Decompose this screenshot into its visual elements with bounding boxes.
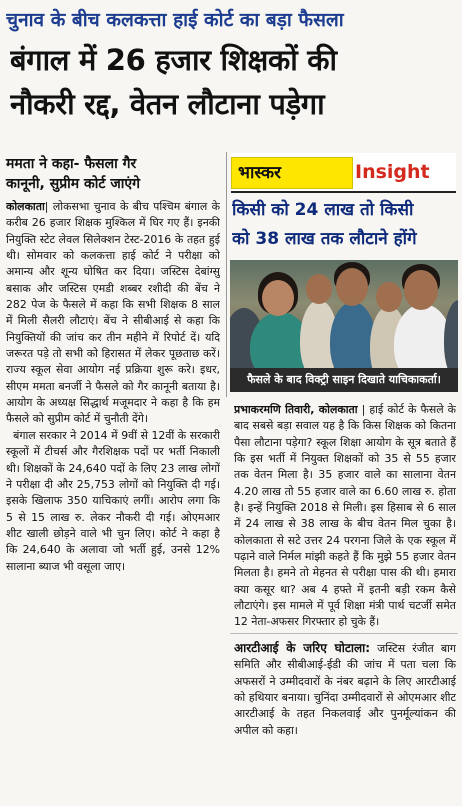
news-photo bbox=[230, 260, 458, 368]
photo-caption: फैसले के बाद विक्ट्री साइन दिखाते याचिकाकर्ता। bbox=[230, 368, 458, 392]
section-divider bbox=[230, 633, 458, 634]
kicker: चुनाव के बीच कलकत्ता हाई कोर्ट का बड़ा फैसला bbox=[6, 9, 344, 31]
headline-line-1: बंगाल में 26 हजार शिक्षकों की bbox=[10, 43, 337, 77]
photo-figure bbox=[376, 282, 402, 312]
left-para-1 bbox=[6, 199, 220, 428]
subhead bbox=[6, 154, 220, 194]
subhead-line-2: कानूनी, सुप्रीम कोर्ट जाएंगे bbox=[6, 176, 140, 192]
photo-figure bbox=[404, 270, 438, 310]
left-para-2-text: बंगाल सरकार ने 2014 में 9वीं से 12वीं के सरकारी स्कूलों में टीचर्स और गैरशिक्षक पदों पर भर्ती निकाली थी। शिक्षकों के 24,640 पदों के लिए 23 लाख लोगों ने परीक्षा दी और 25,753 लोगों को नियुक्ति दी गई। इसके खिलाफ 350 याचिकाएं लगीं। आरोप लगा कि 5 से 15 लाख रु. लेकर नौकरी दी गई। ओएमआर शीट खाली छोड़ने वाले भी चुन लिए। कोर्ट ने कहा है कि 24,640 के अलावा जो भर्ती हुई, उनसे 12% सालाना ब्याज भी वसूला जाए। bbox=[6, 428, 220, 573]
insight-headline-line-1: किसी को 24 लाख तो किसी bbox=[232, 200, 414, 220]
brand-name: भास्कर bbox=[238, 163, 281, 183]
rti-title: आरटीआई के जरिए घोटाला: bbox=[234, 641, 371, 655]
insight-label: Insight bbox=[355, 161, 430, 183]
headline-line-2: नौकरी रद्द, वेतन लौटाना पड़ेगा bbox=[10, 87, 325, 121]
right-article-column bbox=[234, 402, 456, 630]
insight-banner bbox=[231, 153, 456, 193]
insight-headline bbox=[232, 196, 456, 254]
rti-text: जस्टिस रंजीत बाग समिति और सीबीआई-ईडी की जांच में पता चला कि अफसरों ने उम्मीदवारों के नंबर बढ़ाने के लिए आरटीआई को हथियार बनाया। चुनिंदा उम्मीदवारों से ओएमआर शीट आरटीआई के तहत निकलवाई और पुनर्मूल्यांकन की अपील को कहा। bbox=[234, 642, 456, 737]
headline bbox=[10, 38, 454, 126]
photo-figure bbox=[262, 280, 294, 316]
left-para-1-text: | लोकसभा चुनाव के बीच पश्चिम बंगाल के करीब 26 हजार शिक्षक मुश्किल में घिर गए हैं। इनकी नियुक्ति स्टेट लेवल सिलेक्शन टेस्ट-2016 के तहत हुई थी। सोमवार को कलकत्ता हाई कोर्ट ने परीक्षा को अमान्य और शून्य घोषित कर दिया। जस्टिस देबांग्सु बसाक और जस्टिस एमडी शब्बर रशीदी की बेंच ने 282 पेज के फैसले में कहा कि सभी शिक्षक 8 साल में मिली सैलरी लौटाएं। बेंच ने सीबीआई से कहा कि नियुक्तियों की जांच कर तीन महीने में रिपोर्ट दें। यदि जरूरत पड़े तो सभी को हिरासत में लेकर पूछताछ करें। राज्य स्कूल सेवा आयोग नई प्रक्रिया शुरू करे। इधर, सीएम ममता बनर्जी ने फैसले को गैर कानूनी बताया है। आयोग के अध्यक्ष सिद्धार्थ मजूमदार ने कहा है कि हम फैसले को सुप्रीम कोर्ट में चुनौती देंगे। bbox=[6, 200, 220, 426]
photo-figure bbox=[306, 274, 332, 304]
brand-logo bbox=[231, 157, 353, 189]
rti-box bbox=[234, 640, 456, 800]
insight-headline-line-2: को 38 लाख तक लौटाने होंगे bbox=[232, 229, 417, 249]
column-divider bbox=[226, 152, 227, 397]
left-para-2 bbox=[6, 428, 220, 575]
left-article-column bbox=[6, 199, 220, 799]
photo-figure bbox=[336, 268, 368, 306]
photo-figure bbox=[444, 300, 458, 368]
subhead-line-1: ममता ने कहा- फैसला गैर bbox=[6, 156, 137, 172]
byline: प्रभाकरमणि तिवारी, कोलकाता bbox=[234, 403, 358, 416]
dateline: कोलकाता bbox=[6, 200, 45, 213]
photo-figure bbox=[330, 302, 376, 368]
right-article-text: | हाई कोर्ट के फैसले के बाद सबसे बड़ा सवाल यह है कि किस शिक्षक को कितना पैसा लौटाना पड़ेगा? स्कूल शिक्षा आयोग के सूत्र बताते हैं कि इस भर्ती में नियुक्त शिक्षकों को 35 से 55 हजार तक वेतन मिला है। 35 हजार वाले का सालाना वेतन 4.20 लाख तो 55 हजार वाले का 6.60 लाख रु. होता है। इन्हें नियुक्ति 2018 से मिली। इस हिसाब से 6 साल में 24 लाख से 38 लाख के बीच वेतन मिल चुका है। कोलकाता से सटे उत्तर 24 परगना जिले के एक स्कूल में पढ़ाने वाले निर्मल मांझी कहते हैं कि मुझे 55 हजार वेतन मिलता है। हमने तो मेहनत से परीक्षा पास की थी। हमारा क्या कसूर था? अब 4 हफ्ते में इतनी बड़ी रकम कैसे लौटाएंगे। इस मामले में पूर्व शिक्षा मंत्री पार्थ चटर्जी समेत 12 नेता-अफसर गिरफ्तार हो चुके हैं। bbox=[234, 403, 456, 629]
